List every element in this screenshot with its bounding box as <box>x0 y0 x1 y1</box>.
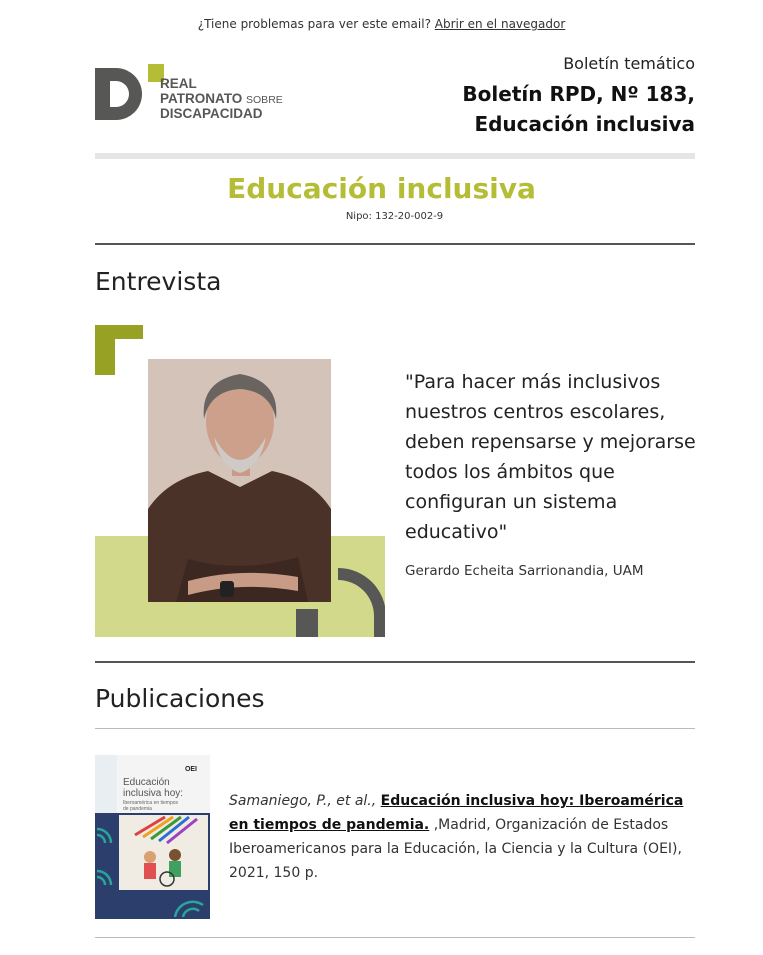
publication-citation <box>229 789 699 885</box>
nipo-code: Nipo: 132-20-002-9 <box>345 211 444 222</box>
bulletin-header <box>462 52 695 139</box>
cover-subtitle-1: Iberoamérica en tiempos <box>123 800 179 806</box>
logo-sobre: SOBRE <box>246 93 283 106</box>
interviewee-photo <box>148 359 331 602</box>
bulletin-title-line2: Educación inclusiva <box>474 112 695 136</box>
logo-line-real: REAL <box>160 76 197 91</box>
logo-d-icon <box>95 68 142 120</box>
cover-subtitle-2: de pandemia <box>123 806 152 812</box>
green-corner-shape <box>95 325 143 375</box>
header-divider-band <box>95 153 695 159</box>
preheader-text: ¿Tiene problemas para ver este email? <box>197 17 431 31</box>
interview-author: Gerardo Echeita Sarrionandia, UAM <box>405 563 644 579</box>
page-title: Educación inclusiva <box>227 172 536 205</box>
section-divider <box>95 243 695 245</box>
logo-line-discapacidad: DISCAPACIDAD <box>160 106 263 121</box>
publications-bottom-rule <box>95 937 695 938</box>
publication-details: ,Madrid, Organización de Estados Iberoamericanos para la Educación, la Ciencia y la Cultura (OEI), 2021, 150 p. <box>229 817 682 881</box>
cover-publisher: OEI <box>184 766 197 773</box>
logo-line-patronato: PATRONATO SOBRE <box>160 90 283 106</box>
bulletin-title <box>462 79 695 139</box>
section-title-publicaciones: Publicaciones <box>95 684 265 713</box>
section-divider <box>95 661 695 663</box>
publication-authors: Samaniego, P., et al., <box>229 793 377 809</box>
section-title-entrevista: Entrevista <box>95 267 222 296</box>
cover-title-2: inclusiva hoy: <box>123 788 184 799</box>
publication-title-link[interactable]: Educación inclusiva hoy: Iberoamérica en tiempos de pandemia. <box>229 793 684 833</box>
logo-wordmark <box>160 77 283 122</box>
bulletin-title-line1: Boletín RPD, Nº 183, <box>462 82 695 106</box>
interview-quote: "Para hacer más inclusivos nuestros centros escolares, deben repensarse y mejorarse todos los ámbitos que configuran un sistema educativo" <box>405 371 696 543</box>
book-cover[interactable] <box>95 755 210 919</box>
open-in-browser-link[interactable]: Abrir en el navegador <box>434 17 566 31</box>
publications-top-rule <box>95 728 695 729</box>
cover-title-1: Educación <box>123 777 170 788</box>
bulletin-kicker: Boletín temático <box>563 54 695 73</box>
gray-block <box>296 609 318 637</box>
preheader <box>0 17 763 31</box>
